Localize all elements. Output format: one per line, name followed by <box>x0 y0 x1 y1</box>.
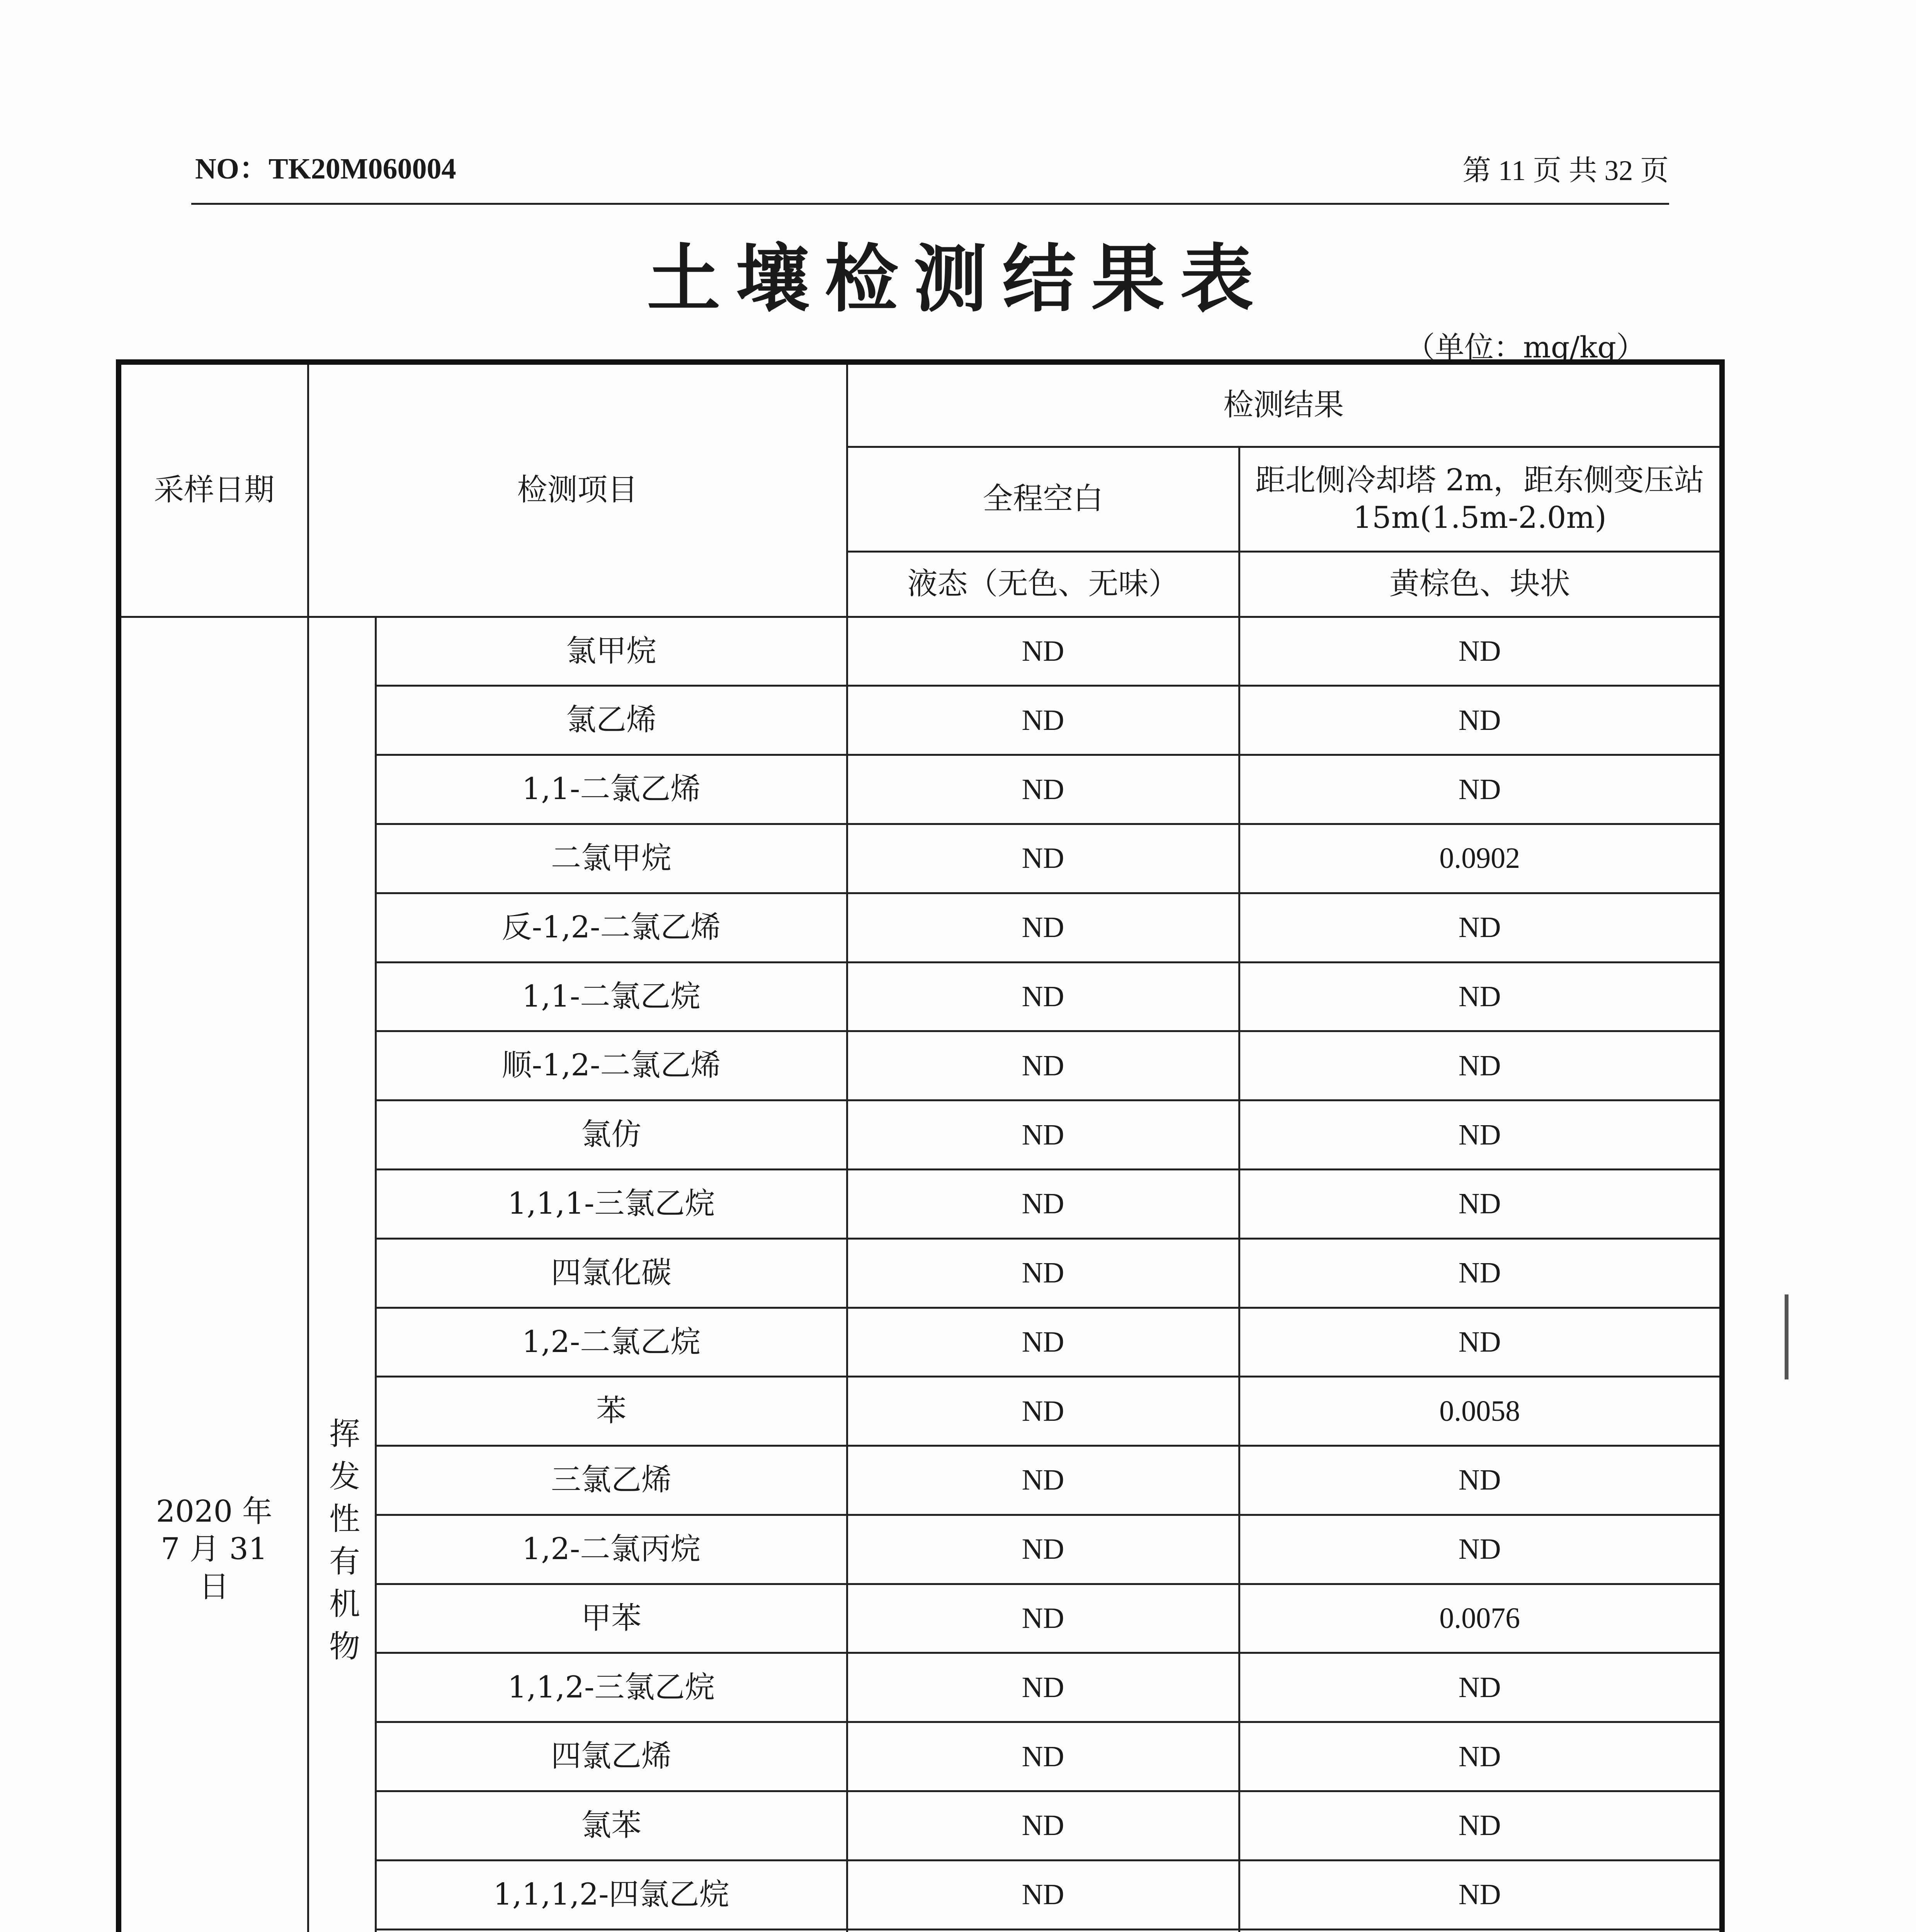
results-table <box>116 359 1725 1932</box>
item-name-cell: 1,1,1-三氯乙烷 <box>376 1169 847 1238</box>
unit-label: （单位：mg/kg） <box>1405 330 1646 364</box>
blank-result-cell: ND <box>847 1031 1239 1100</box>
header-sample-date: 采样日期 <box>119 362 308 617</box>
item-name-cell: 顺-1,2-二氯乙烯 <box>376 1031 847 1100</box>
blank-result-cell: ND <box>847 755 1239 824</box>
site-result-cell: ND <box>1239 755 1722 824</box>
blank-result-cell <box>847 1929 1239 1932</box>
page-info: 第 11 页 共 32 页 <box>1462 155 1669 187</box>
site-result-cell: ND <box>1239 1791 1722 1861</box>
blank-result-cell: ND <box>847 1169 1239 1238</box>
item-name-cell: 三氯乙烯 <box>376 1446 847 1515</box>
item-name-cell: 1,1-二氯乙烯 <box>376 755 847 824</box>
blank-result-cell: ND <box>847 1722 1239 1791</box>
site-result-cell: ND <box>1239 962 1722 1031</box>
blank-result-cell: ND <box>847 962 1239 1031</box>
item-name-cell: 1,1-二氯乙烷 <box>376 962 847 1031</box>
site-result-cell: ND <box>1239 1031 1722 1100</box>
site-result-cell: ND <box>1239 1722 1722 1791</box>
item-name-cell: 1,2-二氯丙烷 <box>376 1515 847 1584</box>
site-result-cell: ND <box>1239 1860 1722 1929</box>
blank-result-cell: ND <box>847 1515 1239 1584</box>
site-result-cell: ND <box>1239 893 1722 962</box>
table-row <box>119 617 1722 686</box>
blank-result-cell: ND <box>847 893 1239 962</box>
blank-result-cell: ND <box>847 1377 1239 1446</box>
item-name-cell: 1,2-二氯乙烷 <box>376 1308 847 1377</box>
blank-result-cell: ND <box>847 1860 1239 1929</box>
item-name-cell: 氯仿 <box>376 1100 847 1170</box>
site-result-cell: ND <box>1239 1446 1722 1515</box>
blank-result-cell: ND <box>847 824 1239 893</box>
item-name-cell: 甲苯 <box>376 1584 847 1653</box>
header-divider <box>191 203 1669 205</box>
item-name-cell: 苯 <box>376 1377 847 1446</box>
item-name-cell: 二氯甲烷 <box>376 824 847 893</box>
category-label: 挥发性有机物 <box>324 1417 360 1673</box>
item-name-cell: 氯甲烷 <box>376 617 847 686</box>
item-name-cell: 四氯化碳 <box>376 1238 847 1308</box>
site-result-cell <box>1239 1929 1722 1932</box>
category-cell <box>308 617 376 1932</box>
site-result-cell: ND <box>1239 1100 1722 1170</box>
site-result-cell: ND <box>1239 1169 1722 1238</box>
site-result-cell: ND <box>1239 1238 1722 1308</box>
site-result-cell: ND <box>1239 1308 1722 1377</box>
header-blank: 全程空白 <box>847 447 1239 552</box>
item-name-cell: 1,1,2-三氯乙烷 <box>376 1653 847 1722</box>
item-name-cell: 氯乙烯 <box>376 686 847 755</box>
header-site: 距北侧冷却塔 2m，距东侧变压站 15m(1.5m-2.0m) <box>1239 447 1722 552</box>
site-result-cell: ND <box>1239 617 1722 686</box>
blank-result-cell: ND <box>847 1446 1239 1515</box>
blank-result-cell: ND <box>847 1653 1239 1722</box>
site-result-cell: ND <box>1239 1653 1722 1722</box>
report-number: NO：TK20M060004 <box>195 153 456 185</box>
site-result-cell: 0.0902 <box>1239 824 1722 893</box>
item-name-cell: 1,1,1,2-四氯乙烷 <box>376 1860 847 1929</box>
site-result-cell: 0.0076 <box>1239 1584 1722 1653</box>
blank-result-cell: ND <box>847 686 1239 755</box>
site-description: 黄棕色、块状 <box>1239 551 1722 617</box>
blank-result-cell: ND <box>847 1238 1239 1308</box>
item-name-cell: 反-1,2-二氯乙烯 <box>376 893 847 962</box>
blank-result-cell: ND <box>847 1584 1239 1653</box>
site-result-cell: 0.0058 <box>1239 1377 1722 1446</box>
blank-description: 液态（无色、无味） <box>847 551 1239 617</box>
blank-result-cell: ND <box>847 1791 1239 1861</box>
sample-date-cell: 2020 年 7 月 31 日 <box>119 617 308 1932</box>
header-test-results: 检测结果 <box>847 362 1722 447</box>
scan-mark <box>1785 1294 1788 1379</box>
blank-result-cell: ND <box>847 617 1239 686</box>
blank-result-cell: ND <box>847 1308 1239 1377</box>
item-name-cell: 四氯乙烯 <box>376 1722 847 1791</box>
blank-result-cell: ND <box>847 1100 1239 1170</box>
page-title: 土壤检测结果表 <box>647 236 1269 322</box>
item-name-cell: 氯苯 <box>376 1791 847 1861</box>
site-result-cell: ND <box>1239 1515 1722 1584</box>
header-test-item: 检测项目 <box>308 362 847 617</box>
item-name-cell <box>376 1929 847 1932</box>
site-result-cell: ND <box>1239 686 1722 755</box>
